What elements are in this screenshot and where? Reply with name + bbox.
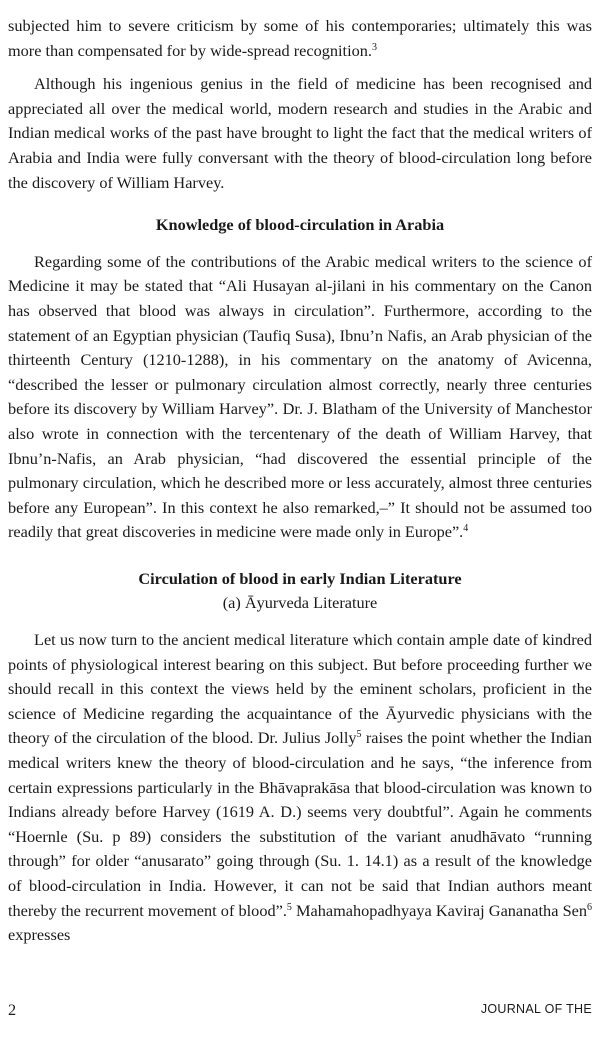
footnote-ref-3: 3 bbox=[371, 41, 377, 53]
subsection-heading-ayurveda: (a) Āyurveda Literature bbox=[222, 593, 378, 613]
footnote-ref-5a: 5 bbox=[356, 729, 362, 741]
paragraph-4-text-a: Let us now turn to the ancient medical literature which contain ample date of kindred points of physiological interest bearing on this subject. But before proceeding further we should recall in this context the views held by the eminent scholars, proficient in the science of Medicine regarding the acquaintance of the Āyurvedic physicians with the theory of the circulation of the blood. Dr. Julius Jolly bbox=[8, 630, 592, 748]
paragraph-1 bbox=[8, 14, 592, 63]
paragraph-1-text: subjected him to severe criticism by some of his contemporaries; ultimately this was more than compensated for by wide-spread recognition. bbox=[8, 16, 592, 60]
paragraph-3-text: Regarding some of the contributions of the Arabic medical writers to the science of Medicine it may be stated that “Ali Husayan al-jilani in his commentary on the Canon has observed that blood was always in circulation”. Furthermore, according to the statement of an Egyptian physician (Taufiq Susa), Ibnu’n Nafis, an Arab physician of the thirteenth Century (1210-1288), in his commentary on the anatomy of Avicenna, “described the lesser or pulmonary circulation almost correctly, nearly three centuries before its discovery by William Harvey”. Dr. J. Blatham of the University of Manchestor also wrote in connection with the tercentenary of the death of William Harvey, that Ibnu’n-Nafis, an Arab physician, “had discovered the essential principle of the pulmonary circulation, which he described more or less accurately, almost three centuries before any European”. In this context he also remarked,–” It should not be assumed too readily that great discoveries in medicine were made only in Europe”. bbox=[8, 251, 592, 542]
page-number: 2 bbox=[8, 1000, 17, 1019]
section-heading-indian: Circulation of blood in early Indian Literature bbox=[138, 568, 462, 588]
section-heading-arabia: Knowledge of blood-circulation in Arabia bbox=[155, 215, 445, 235]
paragraph-4-text-d: expresses bbox=[8, 925, 71, 945]
paragraph-4-text-c: Mahamahopadhyaya Kaviraj Gananatha Sen bbox=[291, 900, 587, 920]
page-footer bbox=[8, 1000, 592, 1024]
footnote-ref-5b: 5 bbox=[286, 901, 292, 913]
paragraph-2-text: Although his ingenious genius in the field of medicine has been recognised and appreciated all over the medical world, modern research and studies in the Arabic and Indian medical works of the past have brought to light the fact that the medical writers of Arabia and India were fully conversant with the theory of blood-circulation long before the discovery of William Harvey. bbox=[8, 74, 592, 192]
paragraph-4-text-b: raises the point whether the Indian medical writers knew the theory of blood-circulation and he says, “the inference from certain expressions particularly in the Bhāvaprakāsa that blood-circulation was known to Indians already before Harvey (1619 A. D.) seems very doubtful”. Again he comments “Hoernle (Su. p 89) considers the substitution of the variant anudhāvato “running through” for older “anusarato” going through (Su. 1. 14.1) as a result of the knowledge of blood-circulation in India. However, it can not be said that Indian authors meant thereby the recurrent movement of blood”. bbox=[8, 728, 592, 920]
footnote-ref-6: 6 bbox=[587, 901, 592, 913]
paragraph-2 bbox=[8, 72, 592, 195]
footnote-ref-4: 4 bbox=[463, 523, 469, 535]
page-body bbox=[8, 14, 592, 948]
running-head: JOURNAL OF THE bbox=[480, 1002, 592, 1016]
paragraph-3 bbox=[8, 250, 592, 545]
paragraph-4 bbox=[8, 628, 592, 948]
